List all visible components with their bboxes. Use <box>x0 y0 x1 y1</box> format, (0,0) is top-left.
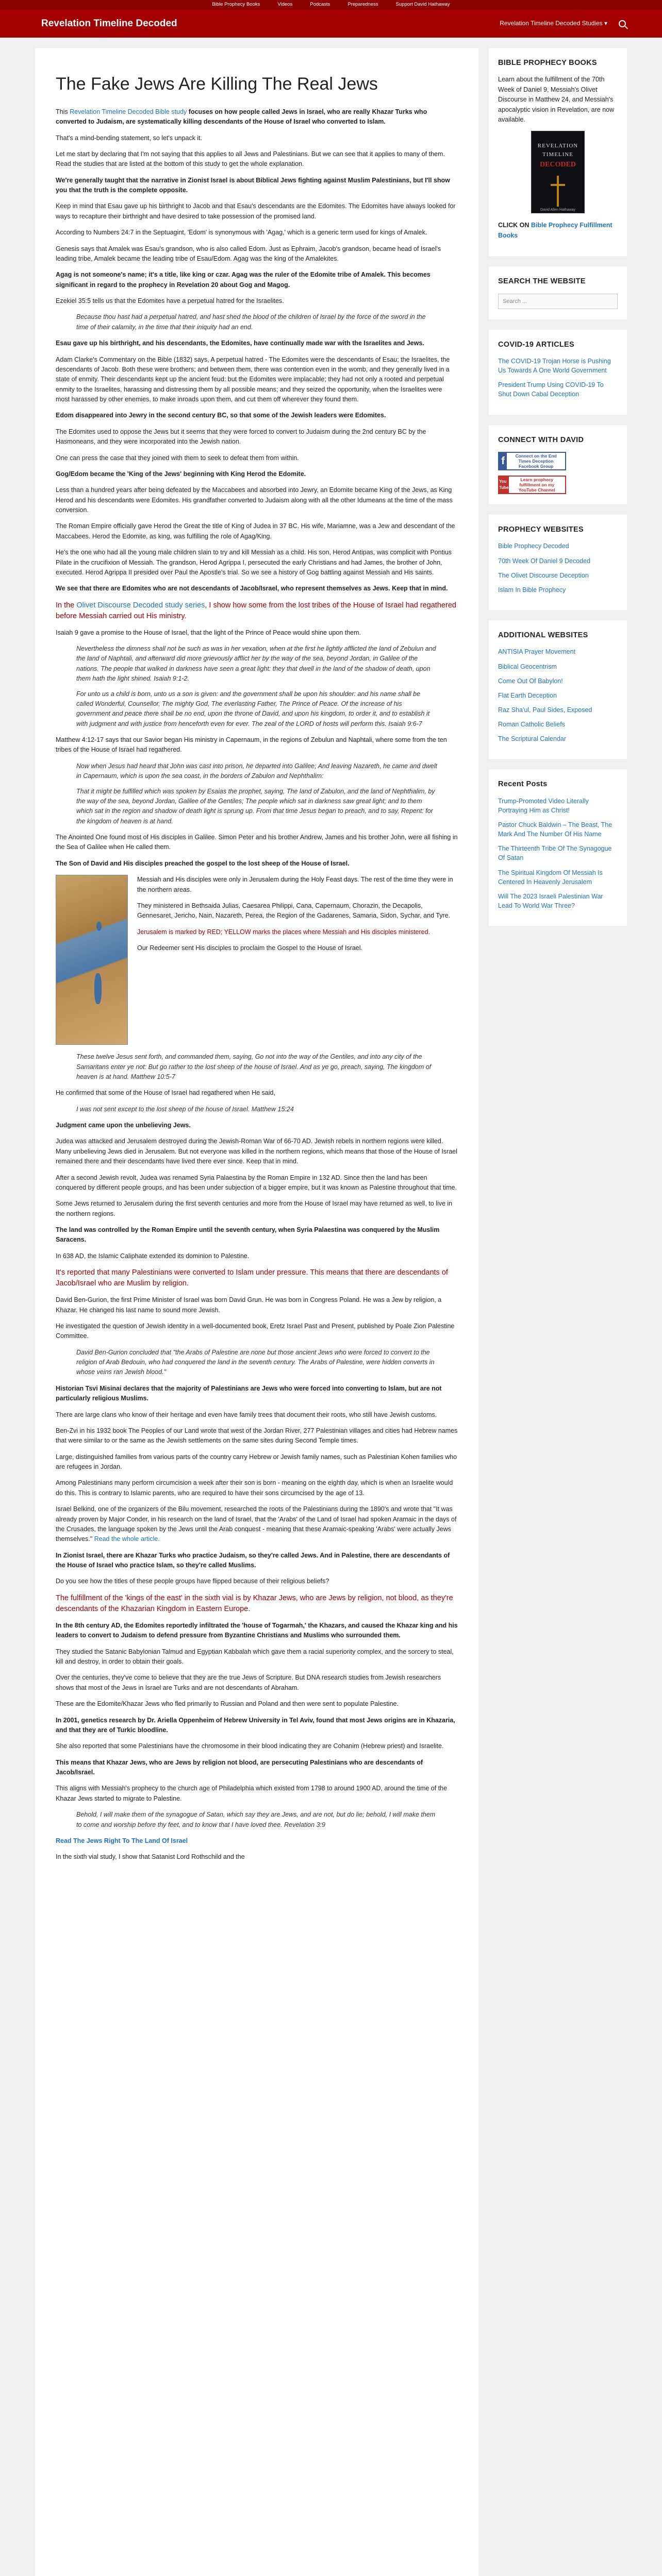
page-title: The Fake Jews Are Killing The Real Jews <box>56 74 378 94</box>
paragraph: In 2001, genetics research by Dr. Ariella Oppenheim of Hebrew University in Tel Aviv, found that most Jews origins are in Khazaria, and that they are of Turkic bloodline. <box>56 1716 455 1734</box>
quote: David Ben-Gurion concluded that "the Arabs of Palestine are none but those ancient Jews who were forced to convert to the religion of Arab Bedouin, who had conquered the land in the seventh century. The Arabs of Palestine, were hidden converts in whose veins ran Jewish blood." <box>76 1348 435 1376</box>
olivet-study-link[interactable]: Olivet Discourse Decoded study series <box>76 601 205 609</box>
widget-title: Recent Posts <box>498 780 548 789</box>
search-icon[interactable] <box>619 20 626 27</box>
paragraph: Adam Clarke's Commentary on the Bible (1832) says, A perpetual hatred - The Edomites were the descendants of Esau; the Israelites, the descendants of Jacob. Both these were brothers; and between them, there was contention even in the womb, and they generally lived in a state of enmity. Their descendants kept up the ancient feud: but the Edomites were implacable; they had not only a rooted and perpetual enmity to the Israelites, harassing and distressing them by all possible means; and they seized the opportunity, when the Israelites were most harassed by other enemies, to make inroads upon them, and cut them off wherever they found them. <box>56 355 450 403</box>
widget-title: SEARCH THE WEBSITE <box>498 277 586 286</box>
paragraph: Israel Belkind, one of the organizers of the Bilu movement, researched the roots of the Palestinians during the 1890's and wrote that "It was already proven by Major Conder, in his research on the land of Israel, that the 'Arabs' of the Land of Israel had spoken Aramaic in the days of the Crusades, the language spoken by the Jews until the Arab conquest - meaning that these Aramaic-speaking 'Arabs' were actually Jews themselves." Read the whole article. <box>56 1505 457 1543</box>
paragraph: There are large clans who know of their heritage and even have family trees that document their roots, who still have Jewish customs. <box>56 1411 437 1418</box>
paragraph: According to Numbers 24:7 in the Septuagint, 'Edom' is synonymous with 'Agag,' which is a generic term used for kings of Amalek. <box>56 229 427 236</box>
paragraph: Let me start by declaring that I'm not saying that this applies to all Jews and Palestinians. But we can see that it applies to many of them. Read the studies that are listed at the bottom of this study to get the whole explanation. <box>56 150 445 168</box>
scripture-quote: I was not sent except to the lost sheep of the house of Israel. Matthew 15:24 <box>76 1105 294 1113</box>
paragraph: Some Jews returned to Jerusalem during the first seventh centuries and more from the House of Israel may have returned as well, to live in the northern regions. <box>56 1200 453 1217</box>
additional-site-link[interactable]: The Scriptural Calendar <box>498 735 567 743</box>
paragraph: He investigated the question of Jewish identity in a well-documented book, Eretz Israel Past and Present, published by Poale Zion Palestine Committee. <box>56 1322 455 1340</box>
paragraph: The Roman Empire officially gave Herod the Great the title of King of Judea in 37 BC. His wife, Mariamne, was a Jew and descendant of the Maccabees. Herod the Edomite, as king, was fulfilling the role of Agag/King. <box>56 522 455 540</box>
paragraph: Gog/Edom became the 'King of the Jews' beginning with King Herod the Edomite. <box>56 470 306 478</box>
paragraph: He's the one who had all the young male children slain to try and kill Messiah as a child. His son, Herod Antipas, was complicit with Pontius Pilate in the crucifixion of Messiah. The grandson, Herod Agrippa I, persecuted the early Christians and had James, the brother of John, executed. Herod Agrippa II presided over Paul the Apostle's trial. So we see a history of Gog battling against Messiah and His saints. <box>56 549 452 576</box>
facebook-group-button[interactable]: f Connect on the End Times Deception Facebook Group <box>498 452 566 470</box>
paragraph: Among Palestinians many perform circumcision a week after their son is born - meaning on the eighth day, which is when an Israelite would do this. This is contrary to Islamic parents, who are required to have their sons circumcised by the age of 13. <box>56 1479 453 1497</box>
paragraph: They ministered in Bethsaida Julias, Caesarea Philippi, Cana, Capernaum, Chorazin, the Decapolis, Gennesaret, Jericho, Nain, Nazareth, Perea, the Region of the Gadarenes, Samaria, Sidon, Sychar, and Tyre. <box>137 902 451 920</box>
recent-post-link[interactable]: Will The 2023 Israeli Palestinian War Lead To World War Three? <box>498 892 603 909</box>
paragraph: After a second Jewish revolt, Judea was renamed Syria Palaestina by the Roman Empire in 132 AD. Since then the land has been conquered by different people groups, and has been under subjection of a bigger empire, but it was known as Palestine throughout that time. <box>56 1174 457 1191</box>
paragraph: David Ben-Gurion, the first Prime Minister of Israel was born David Grun. He was born in Congress Poland. He was a Jew by religion, a Khazar. He changed his last name to sound more Jewish. <box>56 1296 442 1314</box>
additional-site-link[interactable]: Roman Catholic Beliefs <box>498 721 565 728</box>
paragraph: Ben-Zvi in his 1932 book The Peoples of our Land wrote that west of the Jordan River, 277 Palestinian villages and cities had Hebrew names that were similar to or the same as the Jewish settlements on the same sites during Second Temple times. <box>56 1427 458 1445</box>
paragraph: Judgment came upon the unbelieving Jews. <box>56 1122 191 1129</box>
widget-cta: CLICK ON Bible Prophecy Fulfillment Books <box>498 222 613 239</box>
topnav-link[interactable]: Bible Prophecy Books <box>212 1 260 7</box>
paragraph: Esau gave up his birthright, and his descendants, the Edomites, have continually made war with the Israelites and Jews. <box>56 340 424 347</box>
paragraph: In Zionist Israel, there are Khazar Turks who practice Judaism, so they're called Jews. And in Palestine, there are descendants of the House of Israel who practice Islam, so they're called Muslims. <box>56 1551 450 1569</box>
cross-icon <box>549 176 567 202</box>
covid-widget <box>489 330 627 415</box>
paragraph: This means that Khazar Jews, who are Jews by religion not blood, are persecuting Palestinians who are descendants of Jacob/Israel. <box>56 1758 423 1776</box>
scripture-quote: Because thou hast had a perpetual hatred, and hast shed the blood of the children of Israel by the force of the sword in the time of their calamity, in the time that their iniquity had an end. <box>76 313 426 331</box>
article <box>35 48 478 2576</box>
paragraph: Ezekiel 35:5 tells us that the Edomites have a perpetual hatred for the Israelites. <box>56 297 284 305</box>
paragraph: The Anointed One found most of His disciples in Galilee. Simon Peter and his brother Andrew, James and his brother John, were all fishing in the Sea of Galilee when He called them. <box>56 834 458 851</box>
paragraph: Matthew 4:12-17 says that our Savior began His ministry in Capernaum, in the regions of Zebulun and Naphtali, where some from the ten tribes of the House of Israel had regathered. <box>56 736 447 754</box>
top-nav-bar <box>0 0 662 9</box>
additional-site-link[interactable]: ANTISIA Prayer Movement <box>498 648 576 656</box>
paragraph: The land was controlled by the Roman Empire until the seventh century, when Syria Palaestina was conquered by the Muslim Saracens. <box>56 1226 440 1244</box>
youtube-channel-button[interactable]: You Tube Learn prophecy fulfillment on my YouTube Channel <box>498 476 566 494</box>
connect-widget <box>489 425 627 504</box>
widget-title: CONNECT WITH DAVID <box>498 435 584 444</box>
books-link[interactable]: Bible Prophecy Fulfillment Books <box>498 222 613 239</box>
topnav-link[interactable]: Support David Hathaway <box>395 1 450 7</box>
jews-right-link[interactable]: Read The Jews Right To The Land Of Israel <box>56 1837 188 1844</box>
topnav-link[interactable]: Videos <box>277 1 293 7</box>
recent-post-link[interactable]: Trump-Promoted Video Literally Portraying Him as Christ! <box>498 797 589 814</box>
widget-text: Learn about the fulfillment of the 70th Week of Daniel 9, Messiah's Olivet Discourse in Matthew 24, and Messiah's apocalyptic vision in Revelation, are now available. <box>498 76 615 123</box>
paragraph: That's a mind-bending statement, so let's unpack it. <box>56 134 203 142</box>
scripture-quote: Nevertheless the dimness shall not be such as was in her vexation, when at the first he lightly afflicted the land of Zebulun and the land of Naphtali, and afterward did more grievously afflict her by the way of the sea, beyond Jordan, in Galilee of the nations. The people that walked in darkness have seen a great light: they that dwell in the land of the shadow of death, upon them hath the light shined. Isaiah 9:1-2. For unto us a child is born, unto us a son is given: and the government shall be upon his shoulder: and his name shall be called Wonderful, Counsellor, The mighty God, The everlasting Father, The Prince of Peace. Of the increase of his government and peace there shall be no end, upon the throne of David, and upon his kingdom, to order it, and to establish it with judgment and with justice from henceforth even for ever. The zeal of the LORD of hosts will perform this. Isaiah 9:6-7 <box>76 645 436 727</box>
paragraph: Keep in mind that Esau gave up his birthright to Jacob and that Esau's descendants are the Edomites. The Edomites have always looked for ways to recapture their birthright and have desired to take possession of the promised land. <box>56 202 456 220</box>
paragraph: The Son of David and His disciples preached the gospel to the lost sheep of the House of Israel. <box>56 859 350 867</box>
search-widget <box>489 266 627 319</box>
paragraph: Over the centuries, they've come to believe that they are the true Jews of Scripture. But DNA research studies from Jewish researchers shows that most of the Jews in Israel are Turks and are not descendants of Abraham. <box>56 1674 441 1691</box>
prophecy-site-link[interactable]: Bible Prophecy Decoded <box>498 543 569 550</box>
scripture-quote: These twelve Jesus sent forth, and commanded them, saying, Go not into the way of the Gentiles, and into any city of the Samaritans enter ye not: But go rather to the lost sheep of the house of Israel. And as ye go, preach, saying, The kingdom of heaven is at hand. Matthew 10:5-7 <box>76 1053 432 1080</box>
paragraph: We're generally taught that the narrative in Zionist Israel is about Biblical Jews fighting against Muslim Palestinians, but I'll show you that the truth is the complete opposite. <box>56 176 450 194</box>
widget-title: COVID-19 ARTICLES <box>498 340 574 349</box>
additional-site-link[interactable]: Come Out Of Babylon! <box>498 677 563 685</box>
recent-posts-widget <box>489 769 627 926</box>
paragraph: Edom disappeared into Jewry in the second century BC, so that some of the Jewish leaders were Edomites. <box>56 412 386 419</box>
highlight-paragraph: In the Olivet Discourse Decoded study series, I show how some from the lost tribes of the House of Israel had regathered before Messiah carried out His ministry. <box>56 601 456 620</box>
paragraph: This aligns with Messiah's prophecy to the church age of Philadelphia which existed from 1798 to around 1900 AD, around the time of the Khazar Jews started to migrate to Palestine. <box>56 1785 448 1802</box>
recent-post-link[interactable]: The Spiritual Kingdom Of Messiah Is Centered In Heavenly Jerusalem <box>498 869 603 886</box>
widget-title: ADDITIONAL WEBSITES <box>498 631 588 639</box>
site-header <box>0 9 662 38</box>
paragraph: These are the Edomite/Khazar Jews who fled primarily to Russian and Poland and then were sent to populate Palestine. <box>56 1700 399 1708</box>
paragraph: Messiah and His disciples were only in Jerusalem during the Holy Feast days. The rest of the time they were in the northern areas. <box>137 876 453 893</box>
paragraph: Isaiah 9 gave a promise to the House of Israel, that the light of the Prince of Peace would shine upon them. <box>56 629 361 636</box>
main-menu-item[interactable]: Revelation Timeline Decoded Studies ▾ <box>500 20 607 27</box>
paragraph: Agag is not someone's name; it's a title, like king or czar. Agag was the ruler of the Edomite tribe of Amalek. This becomes significant in regard to the prophecy in Revelation 20 about Gog and Magog. <box>56 271 431 289</box>
book-cover-image[interactable]: REVELATION TIMELINE DECODED David Allen Hathaway <box>531 131 585 213</box>
read-article-link[interactable]: Read the whole article. <box>94 1535 160 1543</box>
paragraph: In 638 AD, the Islamic Caliphate extended its dominion to Palestine. <box>56 1252 250 1260</box>
site-title[interactable]: Revelation Timeline Decoded <box>41 18 177 29</box>
search-input[interactable]: Search ... <box>498 294 618 309</box>
paragraph: Less than a hundred years after being defeated by the Maccabees and absorbed into Jewry, an Edomite became King of the Jews, as King Herod and his descendants were Edomites. His grandfather converted to Judaism along with all the other Idumeans at the time of the mass conversion. <box>56 486 453 514</box>
prophecy-site-link[interactable]: Islam In Bible Prophecy <box>498 586 566 594</box>
paragraph: They studied the Satanic Babylonian Talmud and Egyptian Kabbalah which gave them a racial superiority complex, and the sorcery to steal, kill and destroy, in order to obtain their goals. <box>56 1648 454 1666</box>
recent-post-link[interactable]: The Thirteenth Tribe Of The Synagogue Of Satan <box>498 845 612 862</box>
widget-title: BIBLE PROPHECY BOOKS <box>498 59 597 67</box>
highlight-paragraph: It's reported that many Palestinians were converted to Islam under pressure. This means that there are descendants of Jacob/Israel who are Muslim by religion. <box>56 1268 448 1288</box>
widget-title: PROPHECY WEBSITES <box>498 526 584 534</box>
recent-post-link[interactable]: Pastor Chuck Baldwin – The Beast, The Mark And The Number Of His Name <box>498 821 613 838</box>
topnav-link[interactable]: Preparedness <box>347 1 378 7</box>
paragraph: Large, distinguished families from various parts of the country carry Hebrew or Jewish family names, such as Palestinian Kohen families who are refugees in Jordan. <box>56 1453 457 1471</box>
paragraph: Our Redeemer sent His disciples to proclaim the Gospel to the House of Israel. <box>137 944 363 952</box>
israel-map-image <box>56 875 128 1045</box>
study-link[interactable]: Revelation Timeline Decoded Bible study <box>70 108 187 115</box>
paragraph: Do you see how the titles of these people groups have flipped because of their religious beliefs? <box>56 1578 329 1585</box>
books-widget <box>489 48 627 256</box>
topnav-link[interactable]: Podcasts <box>310 1 330 7</box>
paragraph: He confirmed that some of the House of Israel had regathered when He said, <box>56 1089 275 1097</box>
covid-article-link[interactable]: President Trump Using COVID-19 To Shut Down Cabal Deception <box>498 381 604 398</box>
prophecy-websites-widget <box>489 515 627 610</box>
paragraph: Judea was attacked and Jerusalem destroyed during the Jewish-Roman War of 66-70 AD. Jewish rebels in northern regions were killed. Many unbelieving Jews died in Jerusalem. But not everyone was killed in the northern regions, which means that those of the House of Israel remained there and their descendants have lived there ever since. Keep that in mind. <box>56 1138 457 1165</box>
paragraph: Historian Tsvi Misinai declares that the majority of Palestinians are Jews who were forced into converting to Islam, but are not particularly religious Muslims. <box>56 1384 442 1402</box>
paragraph: The Edomites used to oppose the Jews but it seems that they were forced to convert to Judaism during the 2nd century BC by the Hasmoneans, and they were incorporated into the Jewish nation. <box>56 428 426 446</box>
prophecy-site-link[interactable]: 70th Week Of Daniel 9 Decoded <box>498 557 591 565</box>
prophecy-site-link[interactable]: The Olivet Discourse Deception <box>498 571 589 579</box>
additional-site-link[interactable]: Flat Earth Deception <box>498 691 557 699</box>
additional-site-link[interactable]: Raz Sha'ul, Paul Sides, Exposed <box>498 706 592 714</box>
facebook-icon: f <box>499 453 507 469</box>
highlight-paragraph: The fulfillment of the 'kings of the east' in the sixth vial is by Khazar Jews, who are Jews by religion, not blood, as they're descendants of the Khazarian Kingdom in Eastern Europe. <box>56 1594 453 1613</box>
paragraph: In the sixth vial study, I show that Satanist Lord Rothschild and the <box>56 1853 245 1861</box>
paragraph: This Revelation Timeline Decoded Bible study focuses on how people called Jews in Israel, who are really Khazar Turks who converted to Judaism, are systematically killing descendants of the House of Israel who converted to Islam. <box>56 108 427 126</box>
scripture-quote: Now when Jesus had heard that John was cast into prison, he departed into Galilee; And leaving Nazareth, he came and dwelt in Capernaum, which is upon the sea coast, in the borders of Zabulon and Nephthalim: That it might be fulfilled which was spoken by Esaias the prophet, saying, The land of Zabulon, and the land of Nephthalim, by the way of the sea, beyond Jordan, Galilee of the Gentiles; The people which sat in darkness saw great light; and to them which sat in the region and shadow of death light is sprung up. From that time Jesus began to preach, and to say, Repent: for the kingdom of heaven is at hand. <box>76 762 437 825</box>
youtube-icon: You Tube <box>499 477 509 493</box>
additional-websites-widget <box>489 620 627 759</box>
paragraph: She also reported that some Palestinians have the chromosome in their blood indicating they are Cohanim (Hebrew priest) and Israelite. <box>56 1742 444 1750</box>
paragraph: Genesis says that Amalek was Esau's grandson, who is also called Edom. Just as Ephraim, Jacob's grandson, became head of Israel's leading tribe, Amalek became the leading tribe of Esau/Edom. Agag was the king of the Amalekites. <box>56 245 441 262</box>
sidebar <box>489 48 627 2576</box>
additional-site-link[interactable]: Biblical Geocentrism <box>498 663 557 670</box>
paragraph: In the 8th century AD, the Edomites reportedly infiltrated the 'house of Togarmah,' the Khazars, and caused the Khazar king and his leaders to convert to Judaism to defend pressure from Byzantine Christians and Muslims who surrounded them. <box>56 1621 458 1639</box>
paragraph <box>56 1836 458 1846</box>
covid-article-link[interactable]: The COVID-19 Trojan Horse is Pushing Us Towards A One World Government <box>498 358 611 375</box>
paragraph: Jerusalem is marked by RED; YELLOW marks the places where Messiah and His disciples ministered. <box>137 928 431 936</box>
paragraph: One can press the case that they joined with them to seek to defeat them from within. <box>56 454 299 462</box>
scripture-quote: Behold, I will make them of the synagogue of Satan, which say they are Jews, and are not, but do lie; behold, I will make them to come and worship before thy feet, and to know that I have loved thee. Revelation 3:9 <box>76 1811 436 1828</box>
paragraph: We see that there are Edomites who are not descendants of Jacob/Israel, who represent themselves as Jews. Keep that in mind. <box>56 585 448 592</box>
